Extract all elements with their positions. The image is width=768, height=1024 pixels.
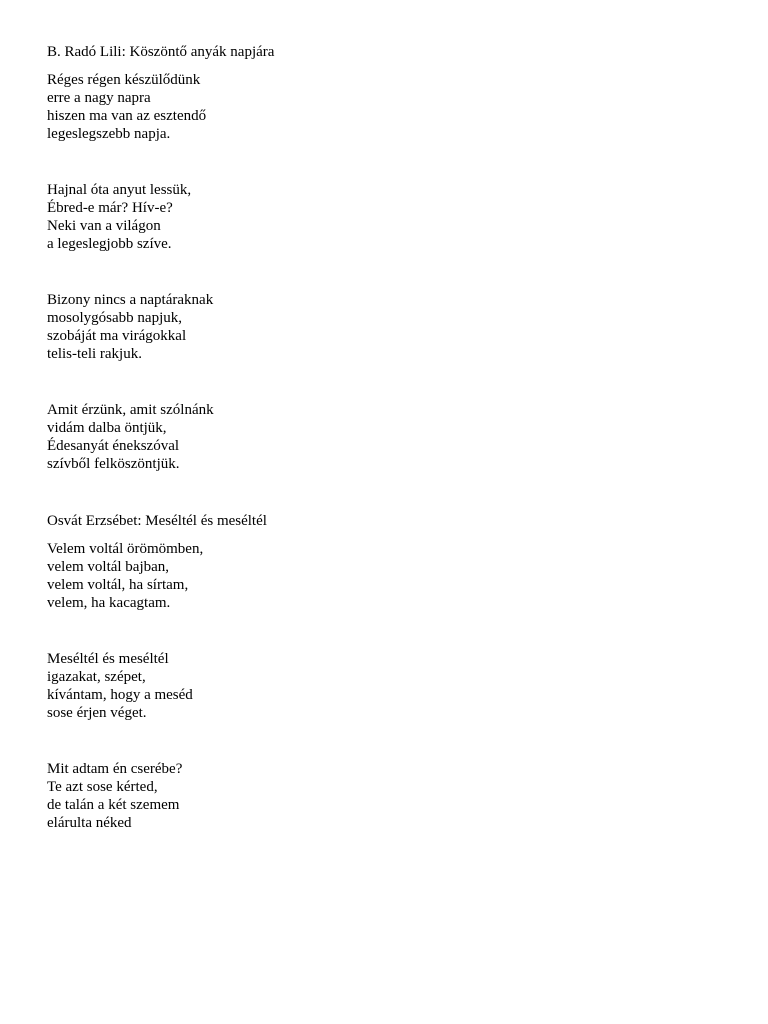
poem-line: Ébred-e már? Hív-e? — [47, 200, 173, 216]
poem-1-stanza-4 — [47, 401, 214, 473]
poem-line: Édesanyát énekszóval — [47, 438, 180, 454]
poem-line: Bizony nincs a naptáraknak — [47, 292, 214, 308]
poem-line: vidám dalba öntjük, — [47, 420, 167, 436]
poem-2-stanza-3 — [47, 760, 182, 832]
poem-line: szobáját ma virágokkal — [47, 328, 187, 344]
poem-line: de talán a két szemem — [47, 797, 180, 813]
poem-1-stanza-1 — [47, 71, 206, 143]
poem-line: velem voltál, ha sírtam, — [47, 577, 189, 593]
poem-line: sose érjen véget. — [47, 705, 147, 721]
poem-line: Amit érzünk, amit szólnánk — [47, 402, 214, 418]
poem-line: kívántam, hogy a meséd — [47, 687, 193, 703]
poem-1-stanza-2 — [47, 181, 191, 253]
poem-line: Hajnal óta anyut lessük, — [47, 182, 192, 198]
poem-line: velem voltál bajban, — [47, 559, 170, 575]
poem-line: velem, ha kacagtam. — [47, 595, 171, 611]
poem-2-title: Osvát Erzsébet: Meséltél és meséltél — [47, 513, 267, 529]
poem-line: a legeslegjobb szíve. — [47, 236, 172, 252]
poem-line: telis-teli rakjuk. — [47, 346, 142, 362]
poem-line: Velem voltál örömömben, — [47, 541, 204, 557]
poem-line: hiszen ma van az esztendő — [47, 108, 207, 124]
poem-2-stanza-2 — [47, 650, 193, 722]
poem-1-stanza-3 — [47, 291, 213, 363]
poem-1-title: B. Radó Lili: Köszöntő anyák napjára — [47, 44, 275, 60]
poem-line: igazakat, szépet, — [47, 669, 146, 685]
poem-line: mosolygósabb napjuk, — [47, 310, 182, 326]
poem-line: Te azt sose kérted, — [47, 779, 158, 795]
poem-line: Mit adtam én cserébe? — [47, 761, 183, 777]
poem-line: Meséltél és meséltél — [47, 651, 169, 667]
poem-2-stanza-1 — [47, 540, 203, 612]
poem-line: Neki van a világon — [47, 218, 161, 234]
poem-line: elárulta néked — [47, 815, 132, 831]
poem-line: legeslegszebb napja. — [47, 126, 171, 142]
poem-line: Réges régen készülődünk — [47, 72, 201, 88]
poem-line: erre a nagy napra — [47, 90, 151, 106]
poem-line: szívből felköszöntjük. — [47, 456, 180, 472]
